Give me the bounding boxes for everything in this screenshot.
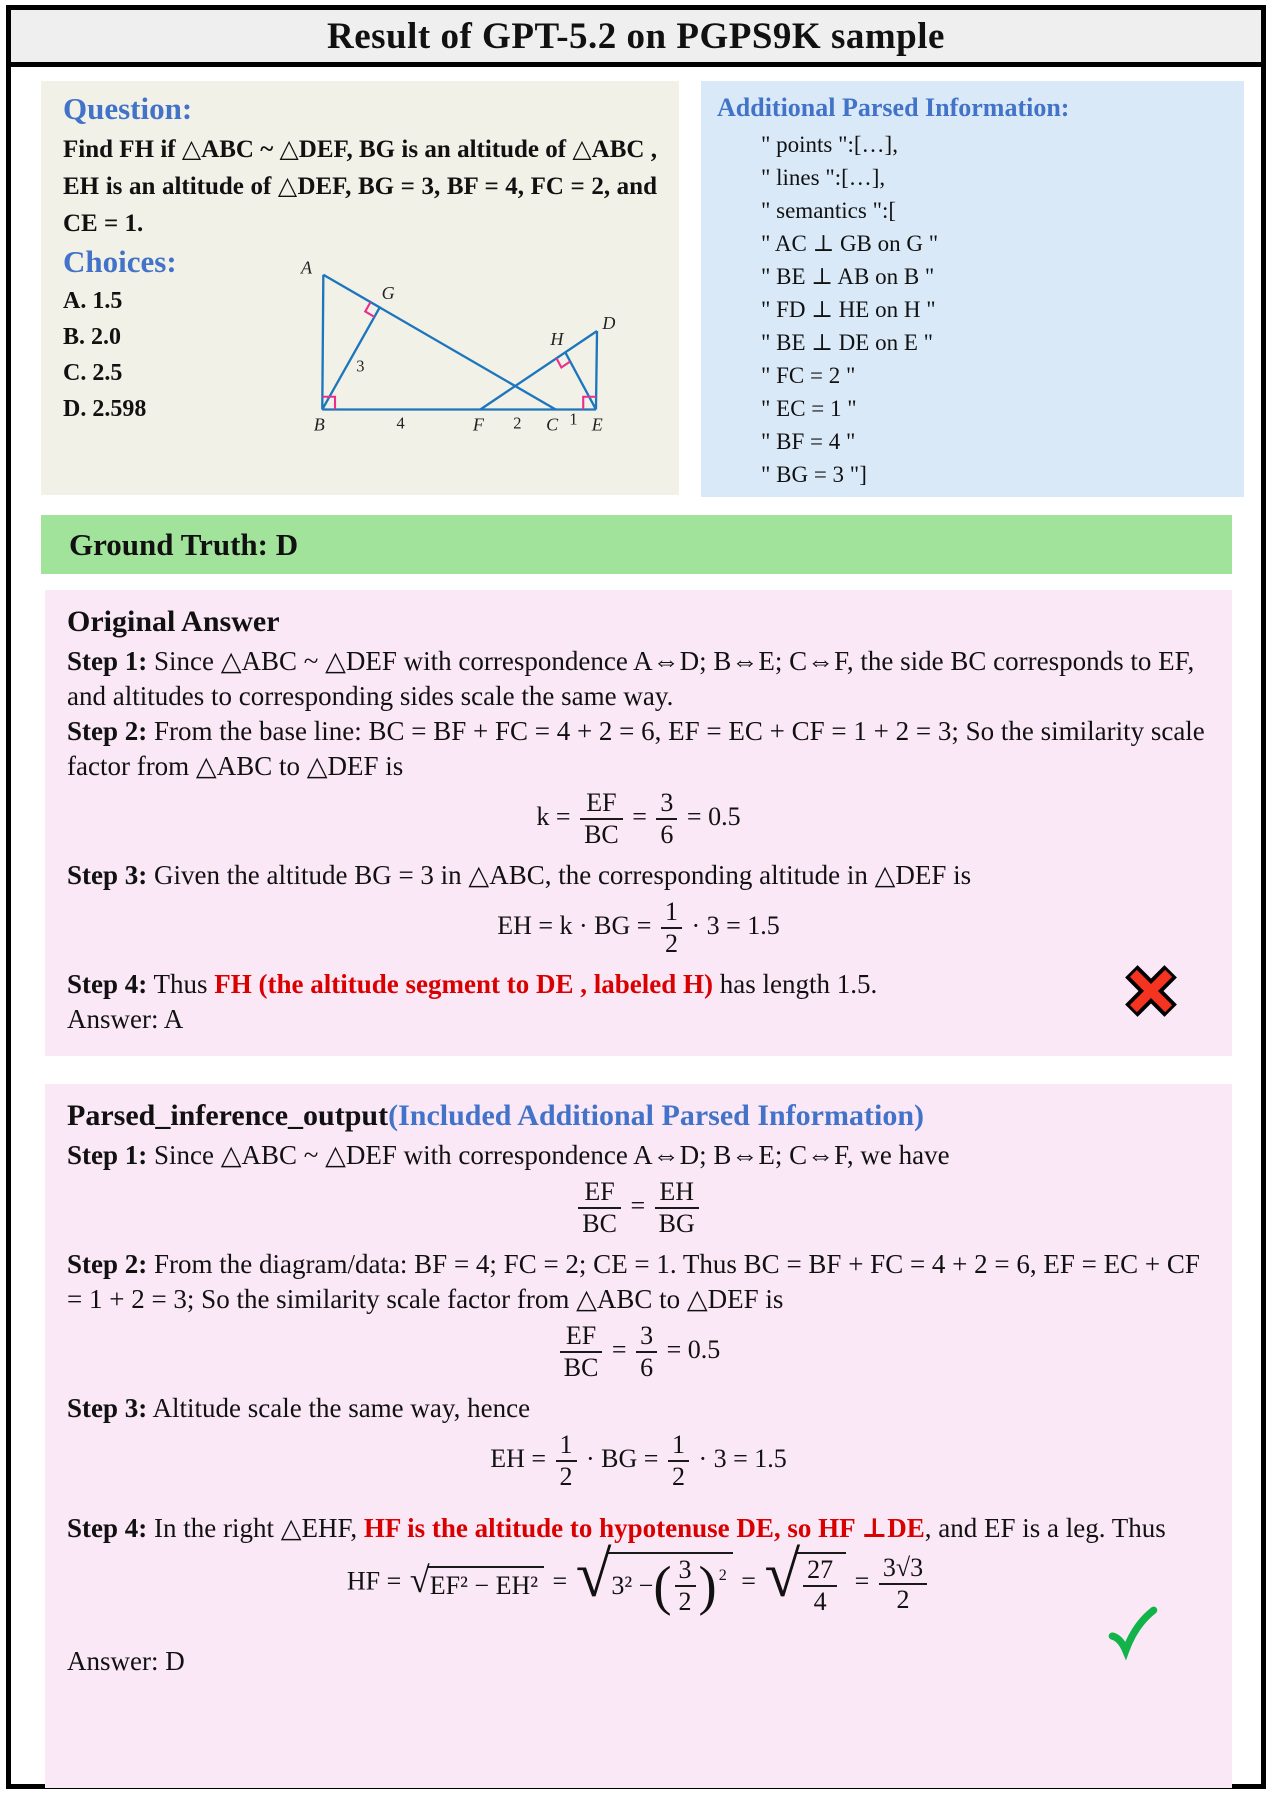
step-text: Since △ABC ~ △DEF with correspondence A⇔D; B⇔E; C⇔F, the side BC corresponds to EF, and altitudes to corresponding sides scale the same way.	[67, 646, 1195, 711]
fraction: $\frac{3}{6}$	[656, 789, 677, 849]
fraction: $\frac{3}{6}$	[636, 1322, 657, 1382]
vertex-label-f: F	[472, 414, 484, 435]
math-token: · 3 = 1.5	[698, 1444, 787, 1474]
green-check-icon	[1108, 1604, 1160, 1664]
choice-a: A. 1.5	[63, 287, 123, 314]
math-token: · 3 = 1.5	[691, 911, 780, 941]
parsed-info-line: " FC = 2 "	[761, 362, 856, 388]
fraction: $\frac{EF}{BC}$	[560, 1322, 603, 1382]
fraction: $\frac{3√3}{2}$	[879, 1554, 927, 1614]
oa-step-1	[67, 644, 1210, 714]
oa-error-highlight: FH (the altitude segment to DE , labeled H)	[214, 969, 713, 1000]
parsed-info-line: " FD ⊥ HE on H "	[761, 296, 936, 322]
math-token: · BG =	[586, 1444, 659, 1474]
fraction: $\frac{1}{2}$	[556, 1431, 577, 1491]
pi-step-4	[67, 1511, 1210, 1546]
heading-blue: (Included Additional Parsed Information)	[388, 1099, 924, 1132]
oa-step-4	[67, 967, 1210, 1002]
parsed-info-line: " BG = 3 "]	[761, 461, 867, 487]
step-label: Step 3:	[67, 1393, 148, 1424]
oa-formula-eh	[67, 898, 1210, 958]
math-token: k =	[536, 802, 571, 832]
step-label: Step 2:	[67, 716, 148, 746]
question-text: Find FH if △ABC ~ △DEF, BG is an altitude of △ABC , EH is an altitude of △DEF, BG = 3, BF = 4, FC = 2, and CE = 1.	[63, 135, 657, 237]
parsed-inference-heading	[67, 1096, 1210, 1135]
oa-step-2	[67, 714, 1210, 784]
step-text: From the diagram/data: BF = 4; FC = 2; CE = 1. Thus BC = BF + FC = 4 + 2 = 6, EF = EC + CF = 1 + 2 = 3; So the similarity scale factor from △ABC to △DEF is	[67, 1249, 1200, 1315]
step-label: Step 1:	[67, 646, 148, 676]
pi-step-3	[67, 1391, 1210, 1426]
radical: √ $\frac{27}{4}$	[764, 1551, 846, 1616]
vertex-label-a: A	[301, 257, 313, 278]
pi-step-1	[67, 1138, 1210, 1173]
math-token: =	[854, 1566, 870, 1596]
parsed-info-line: " points ":[…],	[761, 131, 898, 157]
geometry-diagram	[271, 244, 643, 436]
oa-step-3	[67, 858, 1210, 893]
step-text: From the base line: BC = BF + FC = 4 + 2 = 6, EF = EC + CF = 1 + 2 = 3; So the similarity scale factor from △ABC to △DEF is	[67, 716, 1205, 781]
step-text: Altitude scale the same way, hence	[147, 1393, 531, 1424]
parsed-info-line: " semantics ":[	[761, 197, 897, 223]
pi-step-2	[67, 1247, 1210, 1317]
title-bar	[11, 10, 1261, 67]
step-label: Step 2:	[67, 1249, 148, 1280]
red-cross-icon	[1122, 962, 1180, 1020]
parsed-info-line: " BE ⊥ DE on E "	[761, 329, 934, 355]
fraction: $\frac{EF}{BC}$	[580, 789, 623, 849]
step-text: In the right △EHF,	[147, 1513, 364, 1544]
measure-fc: 2	[513, 413, 522, 433]
top-row	[41, 81, 1244, 497]
math-token: =	[552, 1566, 568, 1596]
math-token: =	[630, 1191, 646, 1221]
oa-answer-line: Answer: A	[67, 1004, 184, 1035]
parsed-info-line: " AC ⊥ GB on G "	[761, 230, 939, 256]
question-box	[41, 81, 679, 495]
diagram-wrap	[271, 242, 657, 441]
oa-formula-scale-factor	[67, 789, 1210, 849]
math-token: =	[632, 802, 647, 832]
vertex-label-h: H	[550, 328, 564, 349]
step-text: Given the altitude BG = 3 in △ABC, the corresponding altitude in △DEF is	[147, 860, 972, 891]
math-token: HF =	[346, 1566, 402, 1596]
choice-c: C. 2.5	[63, 359, 123, 386]
parsed-info-line: " BE ⊥ AB on B "	[761, 263, 935, 289]
fraction: $\frac{27}{4}$	[803, 1556, 837, 1616]
math-token: EH = k · BG =	[497, 911, 652, 941]
original-answer-heading: Original Answer	[67, 605, 280, 638]
radical: √ 3² − ( $\frac{3}{2}$ ) $^2$	[576, 1551, 733, 1616]
fraction: $\frac{EF}{BC}$	[578, 1178, 621, 1238]
choice-b: B. 2.0	[63, 323, 122, 350]
pi-answer-line: Answer: D	[67, 1646, 185, 1677]
step-text: has length 1.5.	[712, 969, 878, 1000]
pi-formula-hf	[67, 1539, 1210, 1616]
math-token: =	[611, 1335, 627, 1365]
step-text: Since △ABC ~ △DEF with correspondence A⇔D; B⇔E; C⇔F, we have	[147, 1140, 950, 1170]
step-label: Step 1:	[67, 1140, 148, 1170]
pi-formula-eh	[67, 1431, 1210, 1491]
step-label: Step 3:	[67, 860, 148, 891]
vertex-label-b: B	[313, 414, 325, 435]
vertex-label-g: G	[381, 283, 395, 304]
step-text: , and EF is a leg. Thus	[924, 1513, 1166, 1544]
fraction: $\frac{1}{2}$	[661, 898, 682, 958]
choices-list	[63, 242, 271, 441]
measure-ce: 1	[569, 409, 578, 429]
fraction: $\frac{1}{2}$	[668, 1431, 689, 1491]
parsed-info-line: " BF = 4 "	[761, 428, 856, 454]
parsed-info-heading: Additional Parsed Information:	[717, 93, 1070, 122]
parsed-info-line: " EC = 1 "	[761, 395, 857, 421]
heading-black: Parsed_inference_output	[67, 1099, 389, 1132]
question-bottom-row	[63, 242, 657, 441]
step-text: Thus	[147, 969, 215, 1000]
radical: √ EF² − EH²	[410, 1566, 544, 1602]
page-title: Result of GPT-5.2 on PGPS9K sample	[327, 15, 945, 57]
choice-d: D. 2.598	[63, 395, 147, 422]
fraction: $\frac{EH}{BG}$	[655, 1178, 699, 1238]
original-answer-box	[45, 590, 1232, 1056]
pi-correct-highlight: HF is the altitude to hypotenuse DE, so HF ⊥DE	[363, 1513, 925, 1544]
ground-truth-banner	[41, 515, 1232, 574]
step-label: Step 4:	[67, 969, 148, 1000]
parsed-info-line: " lines ":[…],	[761, 164, 886, 190]
vertex-label-c: C	[546, 414, 559, 435]
question-heading: Question:	[63, 91, 193, 126]
measure-bg: 3	[356, 356, 365, 376]
figure-page	[6, 5, 1266, 1789]
math-token: EH =	[490, 1444, 547, 1474]
content-area	[11, 67, 1261, 1788]
fraction: $\frac{3}{2}$	[675, 1556, 696, 1616]
measure-bf: 4	[396, 413, 405, 433]
parsed-info-box	[701, 81, 1244, 497]
pi-formula-ratio	[67, 1178, 1210, 1238]
parsed-inference-box	[45, 1084, 1232, 1788]
choices-heading: Choices:	[63, 243, 177, 279]
vertex-label-d: D	[602, 312, 616, 333]
vertex-label-e: E	[591, 414, 603, 435]
math-token: =	[741, 1566, 756, 1596]
pi-formula-scale-factor	[67, 1322, 1210, 1382]
step-label: Step 4:	[67, 1513, 148, 1544]
math-token: = 0.5	[686, 802, 741, 832]
ground-truth-text: Ground Truth: D	[69, 526, 299, 562]
math-token: = 0.5	[666, 1335, 721, 1365]
